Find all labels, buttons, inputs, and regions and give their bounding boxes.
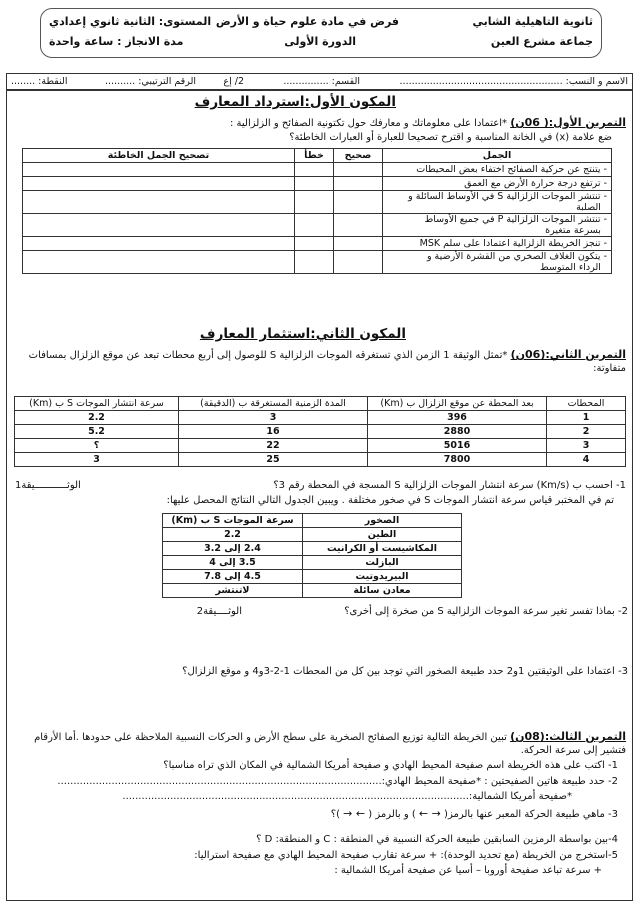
part1-title: المكون الأول:استرداد المعارف [194,94,396,110]
ex3-question-5b: + سرعة تباعد صفيحة أوروبا – أسيا عن صفيحة أمريكا الشمالية : [334,865,602,876]
ex3-question-3 [331,807,618,820]
duration-label: مدة الانجاز : ساعة واحدة [49,35,184,48]
ex3-question-2b: *صفيحة أمريكا الشمالية:............................................................................................................. [122,791,572,802]
station-cell: 3 [547,439,626,453]
table-row: - ترتفع درجة حرارة الأرض مع العمق [23,177,612,191]
rock-speed-table [162,513,462,598]
ex2-question-1: 1- احسب ب (Km/s) سرعة انتشار الموجات الزلزالية S المسجة في المحطة رقم 3؟ [273,480,626,491]
sentence-6a: يتكون الغلاف الصخري من القشرة الأرضية و [426,251,601,262]
table-row [15,425,626,439]
sentence-4a: تنتشر الموجات الزلزالية P في جميع الأوساط [424,214,601,225]
true-cell[interactable] [334,191,383,214]
student-name-field[interactable]: الاسم و النسب: ...................................................... [399,76,628,87]
q3-text-c: )؟ [330,809,340,820]
true-cell[interactable] [334,251,383,274]
col-rocks: الصخور [303,514,462,528]
school-name: ثانوية التاهيلية الشابي [472,15,593,28]
duration-cell: 16 [179,425,368,439]
exam-header [40,8,602,58]
speed-cell: لاتنتشر [163,584,303,598]
sentence-6b: الرداء المتوسط [540,262,601,273]
ex1-table [22,148,612,274]
ex2-question-3: 3- اعتمادا على الوثيقتين 1و2 حدد طبيعة الصخور التي توجد بين كل من المحطات 1-2-3و4 و موقع الزلزال؟ [182,666,628,677]
correction-cell[interactable] [23,214,295,237]
table-row [15,411,626,425]
ex3-label: التمرين الثالث:(08ن) [510,730,626,743]
ex2-label: التمرين الثاني:(06ن) [510,348,626,361]
col-sentence: الجمل [383,149,612,163]
distance-cell: 5016 [368,439,547,453]
ex1-label: التمرين الأول:( 06ن) [510,116,626,129]
col-false: خطأ [295,149,334,163]
speed-cell: 2.4 إلى 3.2 [163,542,303,556]
ex3-line [34,730,626,743]
table-row [163,584,462,598]
sentence-3b: الصلبة [576,202,601,213]
table-row [163,570,462,584]
sentence-3a: تنتشر الموجات الزلزالية S في الأوساط السائلة و [408,191,601,202]
false-cell[interactable] [295,191,334,214]
table-row [163,542,462,556]
duration-cell: 22 [179,439,368,453]
session-label: الدورة الأولى [284,35,356,48]
speed-cell: 2.2 [163,528,303,542]
distance-cell: 2880 [368,425,547,439]
correction-cell[interactable] [23,237,295,251]
speed-cell: 3.5 إلى 4 [163,556,303,570]
true-cell[interactable] [334,237,383,251]
table-row: - تنتشر الموجات الزلزالية P في جميع الأوساط بسرعة متغيرة [23,214,612,237]
order-number-field[interactable]: الرقم الترتيبي: .......... [104,76,196,87]
part2-title: المكون الثاني:استثمار المعارف [199,326,406,342]
ex1-line [230,116,626,129]
speed-cell: ؟ [15,439,179,453]
doc2-label: الوثــــيقة2 [196,606,242,617]
station-cell: 2 [547,425,626,439]
false-cell[interactable] [295,163,334,177]
ex3-question-2: 2- حدد طبيعة هاتين الصفيحتين : *صفيحة المحيط الهادي:...................................................................................................... [57,776,618,787]
speed-cell: 2.2 [15,411,179,425]
lab-text: تم في المختبر قياس سرعة انتشار الموجات S في صخور مختلفة . ويبين الجدول التالي النتائج المحصل عليها: [166,495,614,506]
test-title: فرض في مادة علوم حياة و الأرض [215,15,399,28]
ex2-intro-2: متفاوتة: [593,363,626,374]
ex3-intro-2: فتشير إلى سرعة الحركة. [520,745,626,756]
rock-cell: البيريدوتيت [303,570,462,584]
level-label: المستوى: الثانية ثانوي إعدادي [49,15,212,28]
station-cell: 1 [547,411,626,425]
converging-arrows-icon: → ← [418,807,441,820]
false-cell[interactable] [295,177,334,191]
table-row: - تنتشر الموجات الزلزالية S في الأوساط السائلة و الصلبة [23,191,612,214]
seismic-stations-table [14,396,626,467]
true-cell[interactable] [334,177,383,191]
col-true: صحيح [334,149,383,163]
correction-cell[interactable] [23,191,295,214]
q3-text-a: 3- ماهي طبيعة الحركة المعبر عنها بالرمز( [444,809,618,820]
false-cell[interactable] [295,237,334,251]
table-row: - يتنتج عن حركية الصفائح اختفاء بعض المحيطات [23,163,612,177]
col-duration: المدة الزمنية المستغرقة ب (الدقيقة) [179,397,368,411]
table-row [163,556,462,570]
table-row: - تنجز الخريطة الزلزالية اعتمادا على سلم MSK [23,237,612,251]
rock-cell: البازلت [303,556,462,570]
doc1-label: الوثـــــــــــيقة1 [15,480,81,491]
ex2-line [29,348,626,361]
col-distance: بعد المحطة عن موقع الزلزال ب (Km) [368,397,547,411]
col-stations: المحطات [547,397,626,411]
table-row: - يتكون الغلاف الصخري من القشرة الأرضية و الرداء المتوسط [23,251,612,274]
speed-cell: 5.2 [15,425,179,439]
correction-cell[interactable] [23,163,295,177]
rock-cell: معادن سائلة [303,584,462,598]
ex2-intro: *تمثل الوثيقة 1 الزمن الذي تستغرقه الموجات الزلزالية S للوصول إلى أربع محطات تبعد عن موقع الزلزال بمسافات [28,350,508,361]
col-wave-speed: سرعة الموجات S ب (Km) [163,514,303,528]
ex2-question-2: 2- بماذا تفسر تغير سرعة الموجات الزلزالية S من صخرة إلى أخرى؟ [344,606,628,617]
grade-label: 2/ إع [223,76,244,87]
rock-cell: المكاشيست أو الكرانيت [303,542,462,556]
ex3-question-1: 1- اكتب على هذه الخريطة اسم صفيحة المحيط الهادي و صفيحة أمريكا الشمالية في المكان الذي تراه مناسبا؟ [163,760,618,771]
duration-cell: 25 [179,453,368,467]
correction-cell[interactable] [23,251,295,274]
false-cell[interactable] [295,251,334,274]
distance-cell: 7800 [368,453,547,467]
table-row [15,439,626,453]
col-speed: سرعة انتشار الموجات S ب (Km) [15,397,179,411]
class-field[interactable]: القسم: ............... [283,76,360,87]
rock-cell: الطين [303,528,462,542]
ex1-instruction: ضع علامة (x) في الخانة المناسبة و اقترح تصحيحا للعبارة أو العبارات الخاطئة؟ [289,132,612,143]
speed-cell: 4.5 إلى 7.8 [163,570,303,584]
station-cell: 4 [547,453,626,467]
col-correction: تصحيح الجمل الخاطئة [23,149,295,163]
false-cell[interactable] [295,214,334,237]
diverging-arrows-icon: ← → [343,807,366,820]
sentence-2: ترتفع درجة حرارة الأرض مع العمق [464,178,601,189]
correction-cell[interactable] [23,177,295,191]
sentence-5: تنجز الخريطة الزلزالية اعتمادا على سلم MSK [419,238,601,249]
speed-cell: 3 [15,453,179,467]
distance-cell: 396 [368,411,547,425]
ex3-question-4: 4-بين بواسطة الرمزين السابقين طبيعة الحركة النسبية في المنطقة : C و المنطقة: D ؟ [256,834,618,845]
district-name: جماعة مشرع العين [490,35,593,48]
table-row [163,528,462,542]
ex1-intro: *اعتمادا على معلوماتك و معارفك حول تكتونية الصفائح و الزلزالية : [229,118,507,129]
sentence-1: يتنتج عن حركية الصفائح اختفاء بعض المحيطات [416,164,601,175]
sentence-4b: بسرعة متغيرة [545,225,601,236]
true-cell[interactable] [334,214,383,237]
true-cell[interactable] [334,163,383,177]
duration-cell: 3 [179,411,368,425]
score-field[interactable]: النقطة: ........ [11,76,68,87]
exam-body [6,89,633,901]
table-row [15,453,626,467]
ex3-question-5: 5-استخرج من الخريطة (مع تحديد الوحدة): + سرعة تقارب صفيحة المحيط الهادي مع صفيحة استراليا: [194,850,618,861]
q3-text-b: ) و بالرمز ( [368,809,416,820]
ex3-intro: تبين الخريطة التالية توزيع الصفائح الصخرية على سطح الأرض و الحركات النسبية الملاحظة على حدودها .أما الأرقام [34,732,507,743]
